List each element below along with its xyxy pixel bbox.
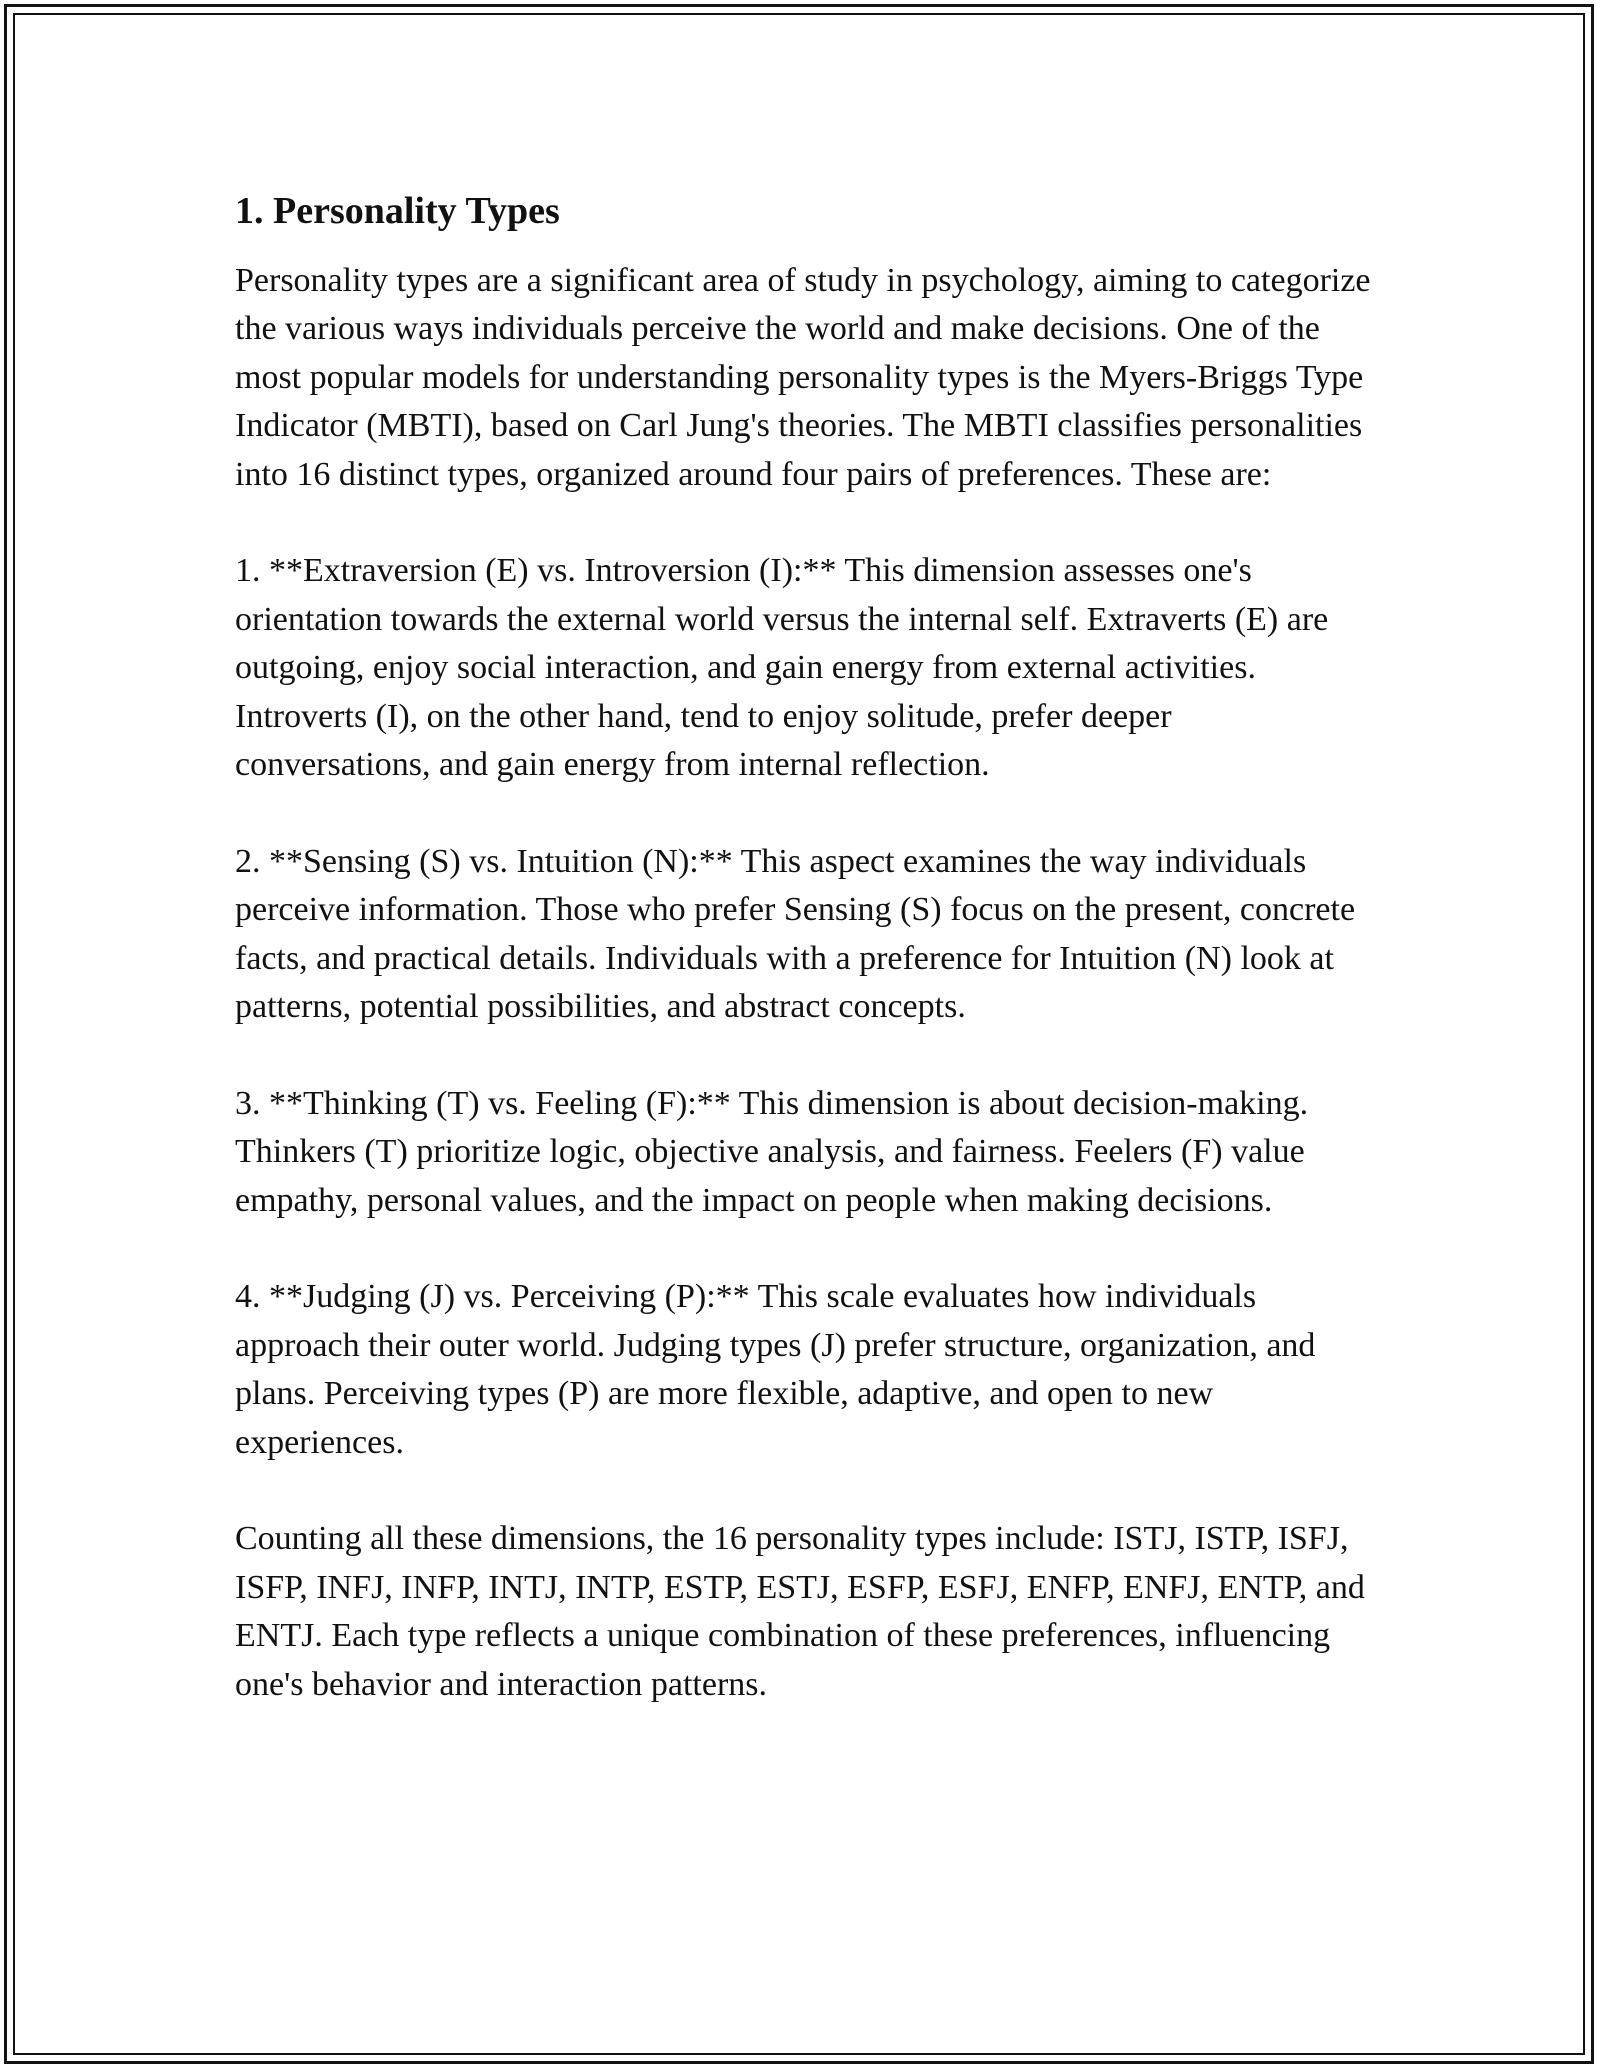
summary-paragraph: Counting all these dimensions, the 16 personality types include: ISTJ, ISTP, ISFJ, ISFP, INFJ, INFP, INTJ, INTP, ESTP, ESTJ, ESFP, ESFJ, ENFP, ENFJ, ENTP, and ENTJ. Each type reflects a unique combination of these preferences, influencing one's behavior and interaction patterns. (235, 1520, 1365, 1703)
judging-perceiving-paragraph: 4. **Judging (J) vs. Perceiving (P):** This scale evaluates how individuals approach their outer world. Judging types (J) prefer structure, organization, and plans. Perceiving types (P) are more flexible, adaptive, and open to new experiences. (235, 1278, 1316, 1461)
thinking-feeling-paragraph: 3. **Thinking (T) vs. Feeling (F):** This dimension is about decision-making. Thinkers (T) prioritize logic, objective analysis, and fairness. Feelers (F) value empathy, personal values, and the impact on people when making decisions. (235, 1084, 1309, 1219)
intro-paragraph: Personality types are a significant area of study in psychology, aiming to categorize the various ways individuals perceive the world and make decisions. One of the most popular models for understanding personality types is the Myers-Briggs Type Indicator (MBTI), based on Carl Jung's theories. The MBTI classifies personalities into 16 distinct types, organized around four pairs of preferences. These are: (235, 261, 1371, 493)
extraversion-introversion-paragraph: 1. **Extraversion (E) vs. Introversion (I):** This dimension assesses one's orientation towards the external world versus the internal self. Extraverts (E) are outgoing, enjoy social interaction, and gain energy from external activities. Introverts (I), on the other hand, tend to enjoy solitude, prefer deeper conversations, and gain energy from internal reflection. (235, 552, 1329, 784)
sensing-intuition-paragraph: 2. **Sensing (S) vs. Intuition (N):** This aspect examines the way individuals perceive information. Those who prefer Sensing (S) focus on the present, concrete facts, and practical details. Individuals with a preference for Intuition (N) look at patterns, potential possibilities, and abstract concepts. (235, 842, 1356, 1026)
document-body (235, 180, 1375, 1757)
section-heading: 1. Personality Types (235, 190, 560, 232)
